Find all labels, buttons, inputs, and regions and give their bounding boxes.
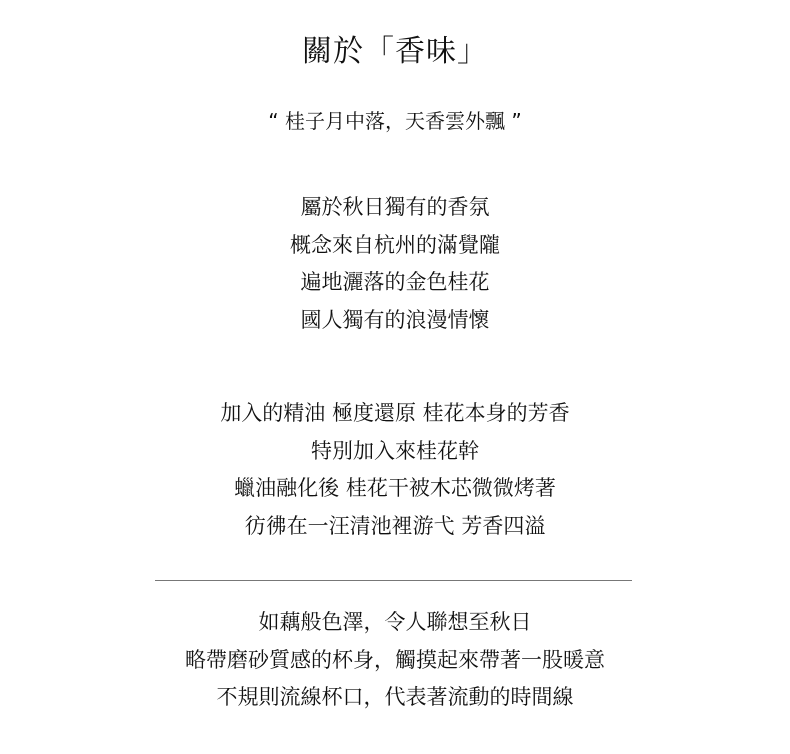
text-line: 略帶磨砂質感的杯身，觸摸起來帶著一股暖意 [185,647,605,672]
text-line: 屬於秋日獨有的香氛 [300,195,490,219]
text-line: 彷彿在一汪清池裡游弋 芳香四溢 [244,513,546,538]
text-line: 國人獨有的浪漫情懷 [300,307,490,332]
text-line: 遍地灑落的金色桂花 [300,270,490,294]
text-line: 概念來自杭州的滿覺隴 [290,232,500,257]
fragrance-story-section [0,189,790,339]
text-line: 特別加入來桂花幹 [311,438,479,463]
page-title: 關於「香味」 [302,34,488,69]
poem-quote: “ 桂子月中落，天香雲外飄 ” [268,109,522,133]
section-divider [155,580,632,581]
text-line: 加入的精油 極度還原 桂花本身的芳香 [220,401,570,425]
vessel-description-section [0,604,790,717]
text-line: 蠟油融化後 桂花干被木芯微微烤著 [234,476,556,500]
essential-oil-section [0,395,790,545]
text-line: 如藕般色澤，令人聯想至秋日 [258,610,532,634]
text-line: 不規則流線杯口，代表著流動的時間線 [216,685,574,709]
